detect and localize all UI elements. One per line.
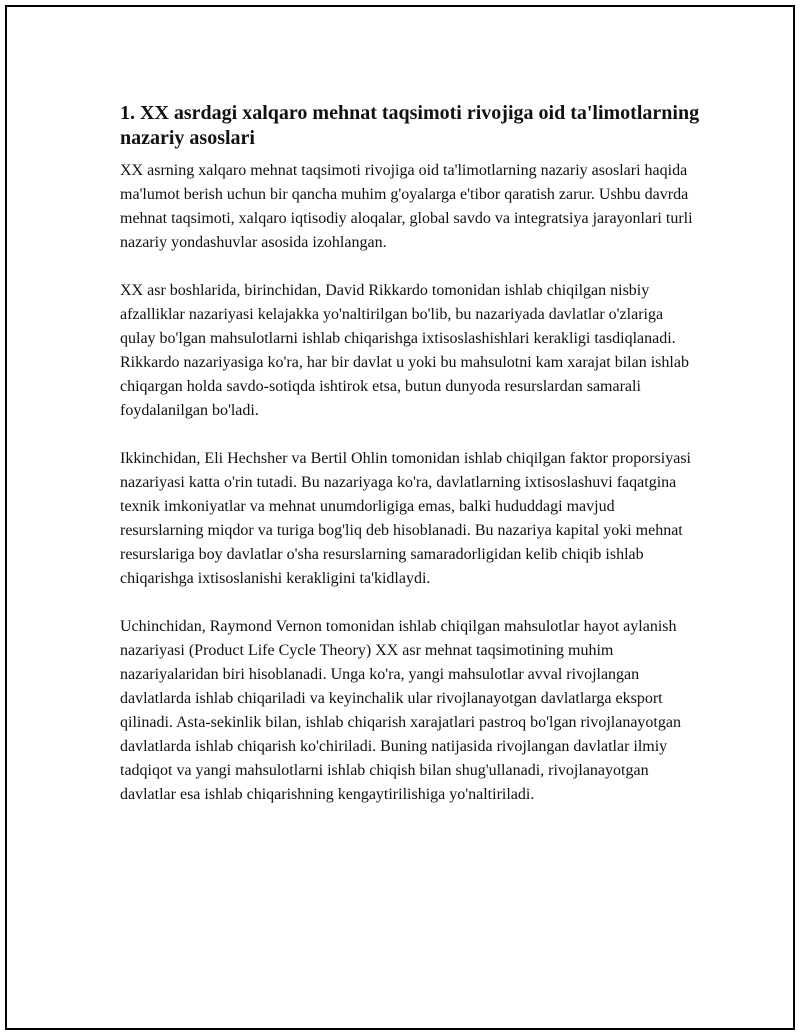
- document-title: 1. XX asrdagi xalqaro mehnat taqsimoti rivojiga oid ta'limotlarning nazariy asoslari: [120, 102, 700, 149]
- paragraph-heckscher-ohlin: Ikkinchidan, Eli Hechsher va Bertil Ohlin tomonidan ishlab chiqilgan faktor proporsiyasi nazariyasi katta o'rin tutadi. Bu nazariyaga ko'ra, davlatlarning ixtisoslashuvi faqatgina texnik imkoniyatlar va mehnat unumdorligiga emas, balki hududdagi mavjud resurslarning miqdor va turiga bog'liq deb hisoblanadi. Bu nazariya kapital yoki mehnat resurslariga boy davlatlar o'sha resurslarning samaradorligidan kelib chiqib ishlab chiqarishga ixtisoslanishi kerakligini ta'kidlaydi.: [120, 450, 691, 587]
- page-frame: [5, 5, 795, 1030]
- document-body: [120, 101, 700, 831]
- paragraph-intro: XX asrning xalqaro mehnat taqsimoti rivojiga oid ta'limotlarning nazariy asoslari haqida ma'lumot berish uchun bir qancha muhim g'oyalarga e'tibor qaratish zarur. Ushbu davrda mehnat taqsimoti, xalqaro iqtisodiy aloqalar, global savdo va integratsiya jarayonlari turli nazariy yondashuvlar asosida izohlangan.: [120, 162, 693, 251]
- paragraph-vernon: Uchinchidan, Raymond Vernon tomonidan ishlab chiqilgan mahsulotlar hayot aylanish nazariyasi (Product Life Cycle Theory) XX asr mehnat taqsimotining muhim nazariyalaridan biri hisoblanadi. Unga ko'ra, yangi mahsulotlar avval rivojlangan davlatlarda ishlab chiqariladi va keyinchalik ular rivojlanayotgan davlatlarga eksport qilinadi. Asta-sekinlik bilan, ishlab chiqarish xarajatlari pastroq bo'lgan rivojlanayotgan davlatlarda ishlab chiqarish ko'chiriladi. Buning natijasida rivojlangan davlatlar ilmiy tadqiqot va yangi mahsulotlarni ishlab chiqish bilan shug'ullanadi, rivojlanayotgan davlatlar esa ishlab chiqarishning kengaytirilishiga yo'naltiriladi.: [120, 618, 681, 803]
- paragraph-ricardo: XX asr boshlarida, birinchidan, David Rikkardo tomonidan ishlab chiqilgan nisbiy afzalliklar nazariyasi kelajakka yo'naltirilgan bo'lib, bu nazariyada davlatlar o'zlariga qulay bo'lgan mahsulotlarni ishlab chiqarishga ixtisoslashishlari kerakligi tasdiqlanadi. Rikkardo nazariyasiga ko'ra, har bir davlat u yoki bu mahsulotni kam xarajat bilan ishlab chiqargan holda savdo-sotiqda ishtirok etsa, butun dunyoda resurslardan samarali foydalanilgan bo'ladi.: [120, 282, 689, 419]
